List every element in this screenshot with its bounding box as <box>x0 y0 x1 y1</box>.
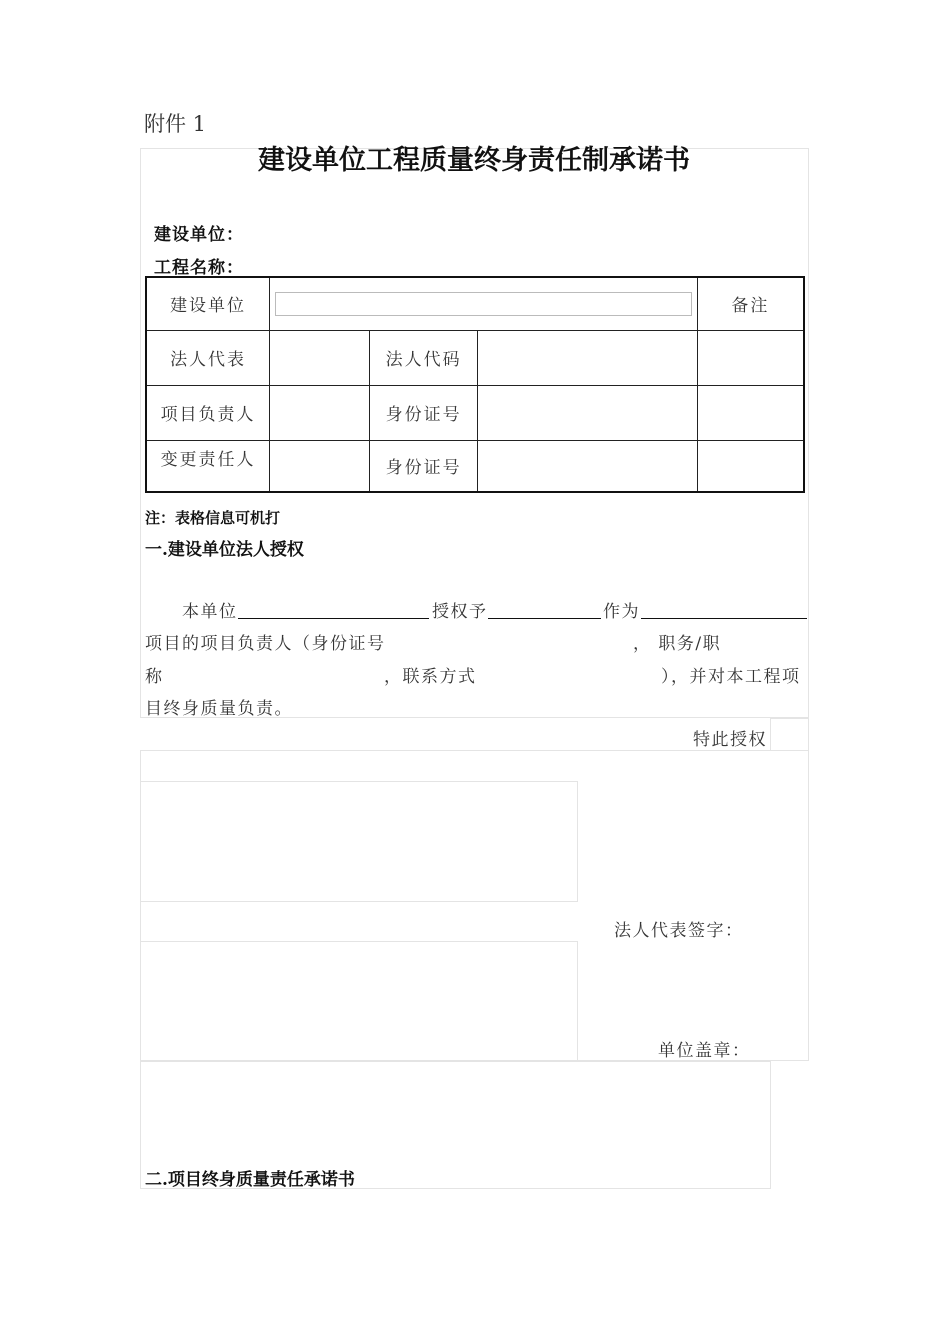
table-row <box>146 277 804 330</box>
auth-line3-title: 称 <box>145 667 164 687</box>
unit-cell-label: 建设单位 <box>146 277 270 330</box>
special-authorization: 特此授权 <box>693 730 767 750</box>
remark-cell-3[interactable] <box>697 440 804 492</box>
auth-line2-start: 项目的项目负责人（身份证号 <box>145 634 386 654</box>
legal-rep-label: 法人代表 <box>146 330 270 385</box>
legal-code-label: 法人代码 <box>369 330 478 385</box>
unit-seal-label: 单位盖章： <box>658 1041 751 1061</box>
unit-cell-value[interactable] <box>270 277 698 330</box>
unit-input-box[interactable] <box>275 292 692 316</box>
id-no-value-2[interactable] <box>478 440 697 492</box>
auth-grant-label: 授权予 <box>432 602 488 622</box>
auth-as-label: 作为 <box>603 602 640 622</box>
auth-unit-label: 本单位 <box>182 602 238 622</box>
change-lead-label: 变更责任人 <box>146 440 270 492</box>
info-table <box>145 276 805 493</box>
project-lead-label: 项目负责人 <box>146 385 270 440</box>
frame-notch <box>770 718 809 750</box>
auth-line3-end: ），并对本工程项 <box>661 667 801 687</box>
table-row <box>146 440 804 492</box>
section1-heading: 一.建设单位法人授权 <box>145 540 304 560</box>
attachment-label: 附件 1 <box>144 112 207 136</box>
remark-cell-1[interactable] <box>697 330 804 385</box>
change-lead-value[interactable] <box>270 440 370 492</box>
table-row <box>146 385 804 440</box>
id-no-value-1[interactable] <box>478 385 697 440</box>
frame-box-1 <box>140 781 578 902</box>
legal-code-value[interactable] <box>478 330 697 385</box>
auth-line3-contact: ，联系方式 <box>384 667 477 687</box>
table-row <box>146 330 804 385</box>
page-title: 建设单位工程质量终身责任制承诺书 <box>258 145 690 176</box>
remark-cell-2[interactable] <box>697 385 804 440</box>
id-no-label-2: 身份证号 <box>369 440 478 492</box>
section2-heading: 二.项目终身质量责任承诺书 <box>145 1170 355 1190</box>
auth-grantee-blank[interactable] <box>488 618 601 619</box>
id-no-label-1: 身份证号 <box>369 385 478 440</box>
table-note: 注：表格信息可机打 <box>145 509 281 527</box>
remark-cell-label: 备注 <box>697 277 804 330</box>
project-name-label: 工程名称： <box>154 258 244 278</box>
auth-project-blank[interactable] <box>641 618 807 619</box>
auth-line2-end: ， 职务/职 <box>633 634 722 654</box>
project-lead-value[interactable] <box>270 385 370 440</box>
frame-box-2 <box>140 941 578 1062</box>
legal-rep-signature-label: 法人代表签字： <box>614 921 744 941</box>
unit-label: 建设单位： <box>154 225 244 245</box>
legal-rep-value[interactable] <box>270 330 370 385</box>
auth-line4: 目终身质量负责。 <box>145 699 293 719</box>
auth-unit-blank[interactable] <box>238 618 429 619</box>
